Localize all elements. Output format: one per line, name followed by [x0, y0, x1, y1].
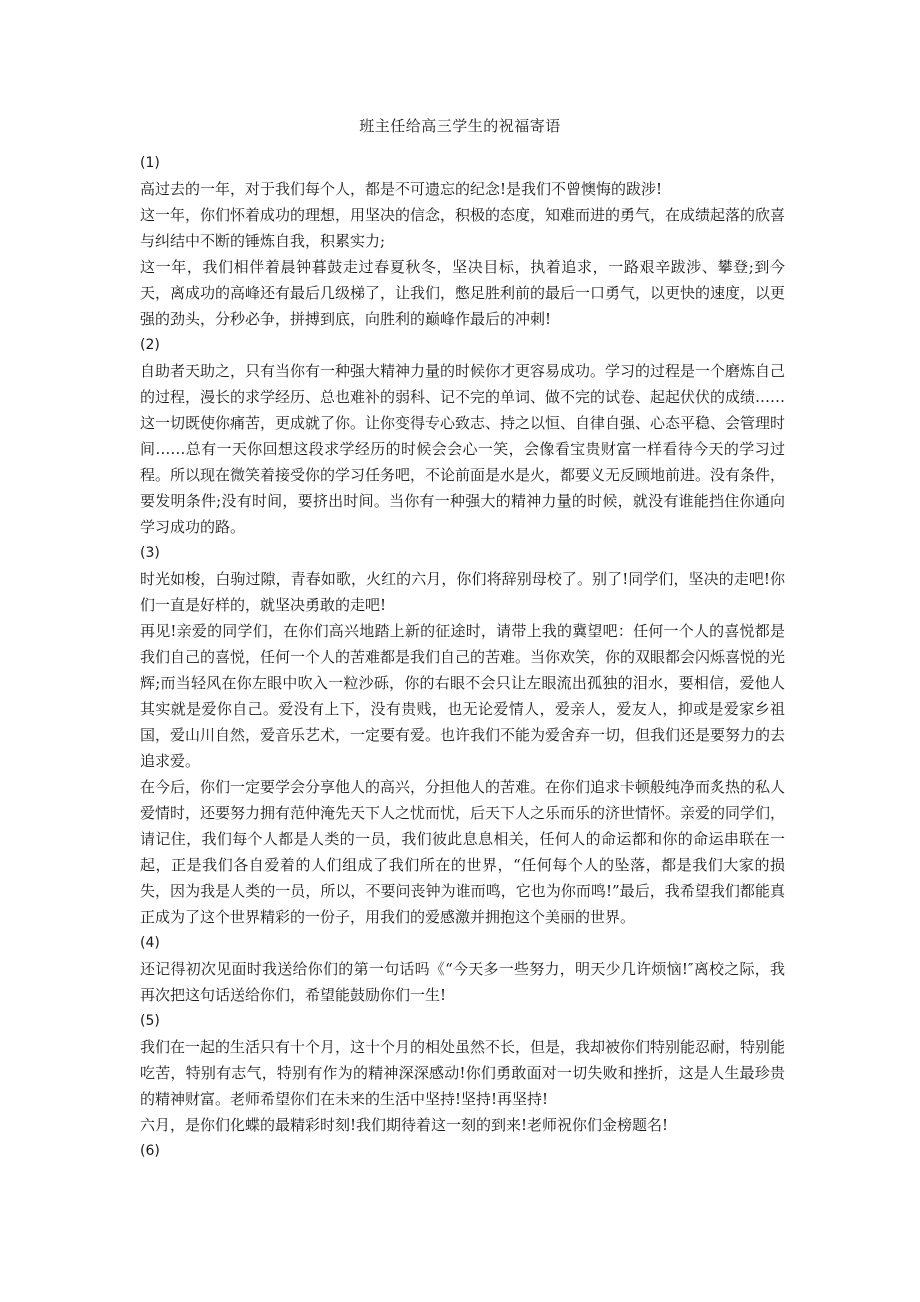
section-number: (3) [140, 545, 160, 561]
paragraph: 时光如梭，白驹过隙，青春如歌，火红的六月，你们将辞别母校了。别了!同学们，坚决的走吧!你们一直是好样的，就坚决勇敢的走吧! [140, 570, 785, 614]
paragraph: 我们在一起的生活只有十个月，这十个月的相处虽然不长，但是，我却被你们特别能忍耐，特别能吃苦，特别有志气，特别有作为的精神深深感动!你们勇敢面对一切失败和挫折，这是人生最珍贵的精神财富。老师希望你们在未来的生活中坚持!坚持!再坚持! [140, 1038, 786, 1108]
document-body [140, 150, 785, 1164]
paragraph: 六月，是你们化蝶的最精彩时刻!我们期待着这一刻的到来!老师祝你们金榜题名! [140, 1116, 669, 1134]
paragraph: 在今后，你们一定要学会分享他人的高兴，分担他人的苦难。在你们追求卡顿般纯净而炙热的私人爱情时，还要努力拥有范仲淹先天下人之忧而忧，后天下人之乐而乐的济世情怀。亲爱的同学们，请记住，我们每个人都是人类的一员，我们彼此息息相关，任何人的命运都和你的命运串联在一起，正是我们各自爱着的人们组成了我们所在的世界，“任何每个人的坠落，都是我们大家的损失，因为我是人类的一员，所以，不要问丧钟为谁而鸣，它也为你而鸣!”最后，我希望我们都能真正成为了这个世界精彩的一份子，用我们的爱感激并拥抱这个美丽的世界。 [140, 778, 786, 926]
document-title: 班主任给高三学生的祝福寄语 [359, 117, 561, 135]
section-number: (4) [140, 935, 160, 951]
section-number: (6) [140, 1143, 160, 1159]
paragraph: 高过去的一年，对于我们每个人，都是不可遗忘的纪念!是我们不曾懊悔的跋涉! [140, 180, 663, 198]
paragraph: 自助者天助之，只有当你有一种强大精神力量的时候你才更容易成功。学习的过程是一个磨炼自己的过程，漫长的求学经历、总也难补的弱科、记不完的单词、做不完的试卷、起起伏伏的成绩……这一切既使你痛苦，更成就了你。让你变得专心致志、持之以恒、自律自强、心态平稳、会管理时间……总有一天你回想这段求学经历的时候会会心一笑，会像看宝贵财富一样看待今天的学习过程。所以现在微笑着接受你的学习任务吧，不论前面是水是火，都要义无反顾地前进。没有条件，要发明条件;没有时间，要挤出时间。当你有一种强大的精神力量的时候，就没有谁能挡住你通向学习成功的路。 [140, 362, 786, 536]
section-number: (2) [140, 337, 160, 353]
paragraph: 这一年，我们相伴着晨钟暮鼓走过春夏秋冬，坚决目标，执着追求，一路艰辛跋涉、攀登;到今天，离成功的高峰还有最后几级梯了，让我们，憋足胜利前的最后一口勇气，以更快的速度，以更强的劲头，分秒必争，拼搏到底，向胜利的巅峰作最后的冲刺! [140, 258, 786, 328]
paragraph: 再见!亲爱的同学们，在你们高兴地踏上新的征途时，请带上我的冀望吧：任何一个人的喜悦都是我们自己的喜悦，任何一个人的苦难都是我们自己的苦难。当你欢笑，你的双眼都会闪烁喜悦的光辉;而当轻风在你左眼中吹入一粒沙砾，你的右眼不会只让左眼流出孤独的泪水，要相信，爱他人其实就是爱你自己。爱没有上下，没有贵贱，也无论爱情人，爱亲人，爱友人，抑或是爱家乡祖国，爱山川自然，爱音乐艺术，一定要有爱。也许我们不能为爱舍弃一切，但我们还是要努力的去追求爱。 [140, 622, 786, 770]
section-number: (5) [140, 1013, 160, 1029]
paragraph: 这一年，你们怀着成功的理想，用坚决的信念，积极的态度，知难而进的勇气，在成绩起落的欣喜与纠结中不断的锤炼自我，积累实力; [140, 206, 786, 250]
paragraph: 还记得初次见面时我送给你们的第一句话吗《“今天多一些努力，明天少几许烦恼!″离校之际，我再次把这句话送给你们，希望能鼓励你们一生! [140, 960, 785, 1004]
section-number: (1) [140, 155, 160, 171]
